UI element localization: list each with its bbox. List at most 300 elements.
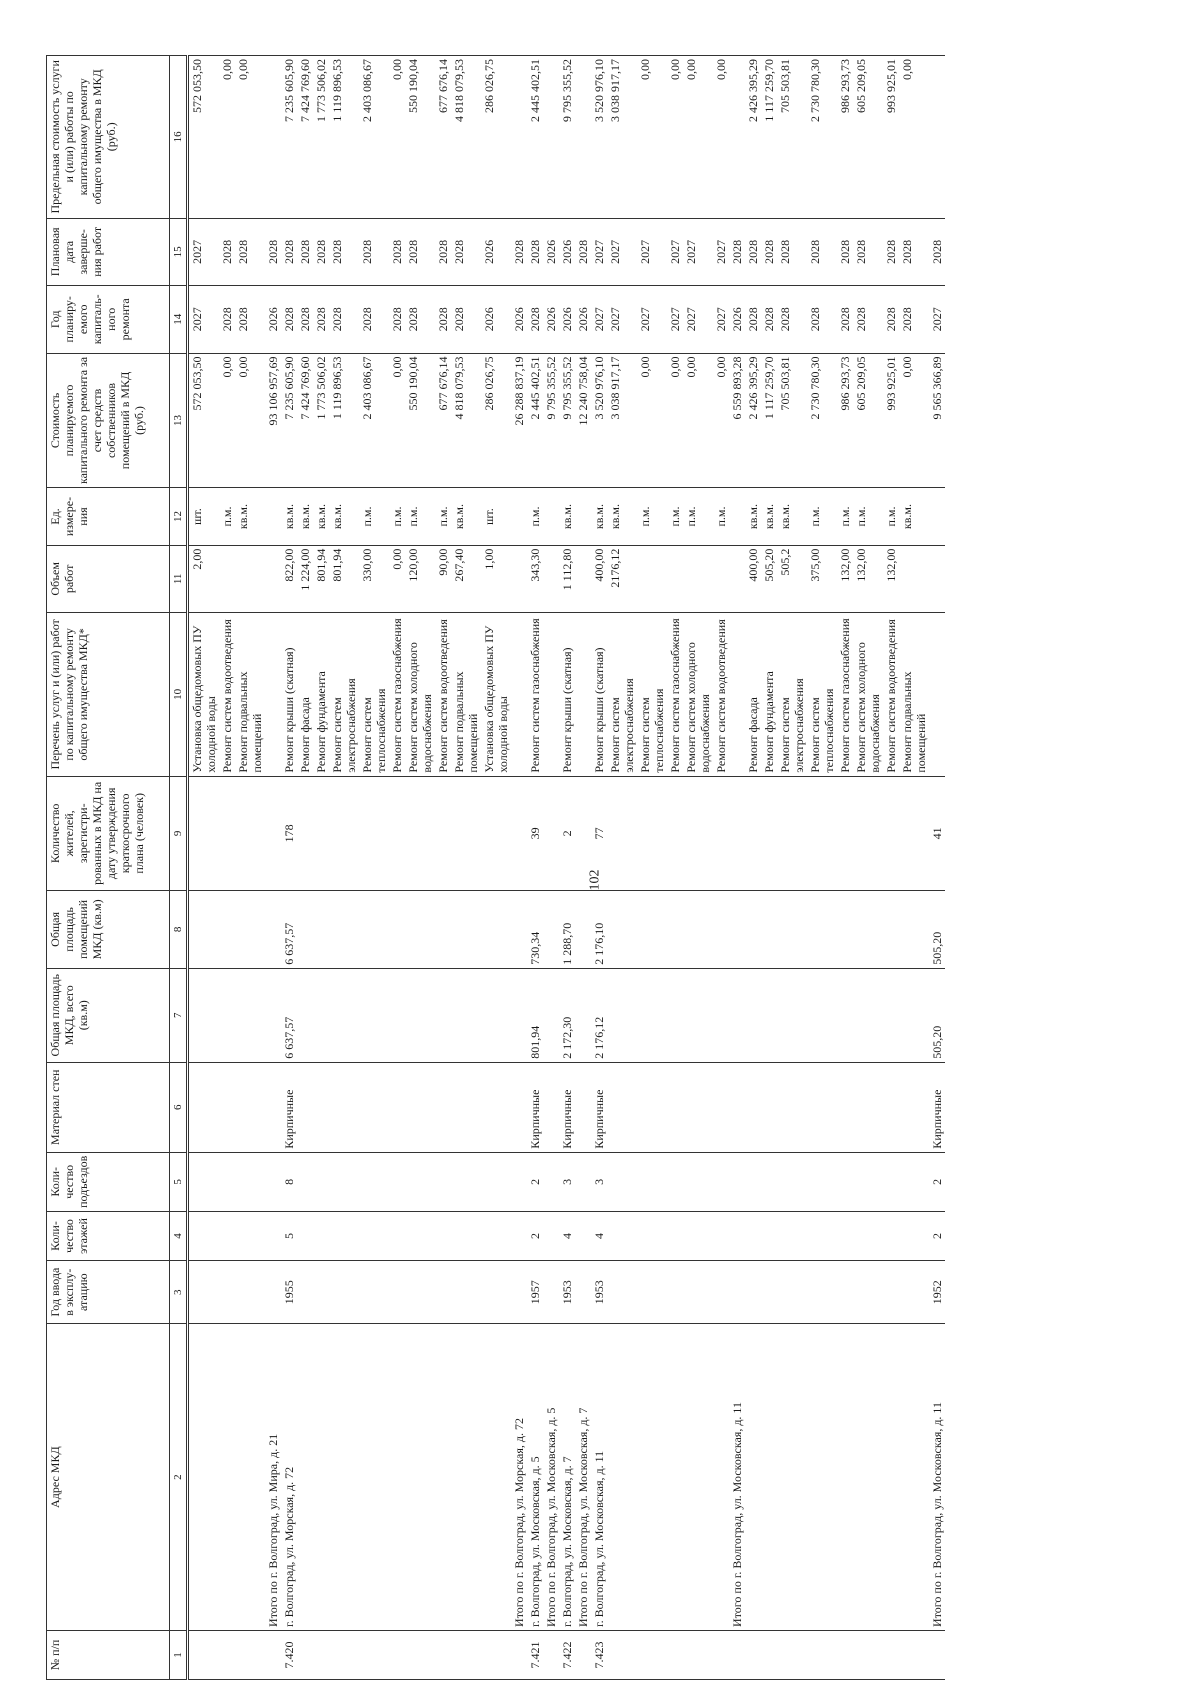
material-cell bbox=[313, 1062, 329, 1152]
residents-cell bbox=[745, 776, 761, 890]
column-number: 3 bbox=[170, 1261, 188, 1324]
cost-cell: 0,00 bbox=[899, 353, 929, 488]
address-cell: г. Волгоград, ул. Московская, д. 11 bbox=[591, 1324, 607, 1631]
material-cell bbox=[405, 1062, 435, 1152]
work-cell bbox=[575, 613, 591, 777]
living-area-cell bbox=[745, 891, 761, 969]
cost-cell: 0,00 bbox=[235, 353, 265, 488]
end-year-cell: 2028 bbox=[451, 218, 481, 285]
area-cell bbox=[219, 968, 235, 1062]
unit-cell: кв.м. bbox=[559, 488, 575, 545]
address-cell bbox=[713, 1324, 729, 1631]
column-header: Коли-чество подъездов bbox=[47, 1152, 170, 1211]
repair-year-cell: 2028 bbox=[837, 286, 853, 353]
limit-cell: 4 818 079,53 bbox=[451, 56, 481, 219]
address-cell bbox=[837, 1324, 853, 1631]
unit-cell: кв.м. bbox=[777, 488, 807, 545]
repair-plan-table bbox=[46, 55, 945, 1680]
num-cell bbox=[713, 1630, 729, 1679]
cost-cell: 3 520 976,10 bbox=[591, 353, 607, 488]
work-cell: Ремонт систем газоснабжения bbox=[389, 613, 405, 777]
num-cell: 7.420 bbox=[281, 1630, 297, 1679]
repair-year-cell: 2028 bbox=[853, 286, 883, 353]
living-area-cell: 6 637,57 bbox=[281, 891, 297, 969]
residents-cell bbox=[807, 776, 837, 890]
cost-cell: 1 773 506,02 bbox=[313, 353, 329, 488]
address-cell bbox=[883, 1324, 899, 1631]
entrances-cell bbox=[683, 1152, 713, 1211]
limit-cell: 705 503,81 bbox=[777, 56, 807, 219]
num-cell bbox=[667, 1630, 683, 1679]
repair-year-cell: 2028 bbox=[899, 286, 929, 353]
repair-year-cell: 2026 bbox=[729, 286, 745, 353]
address-cell bbox=[235, 1324, 265, 1631]
material-cell bbox=[883, 1062, 899, 1152]
entrances-cell bbox=[853, 1152, 883, 1211]
floors-cell bbox=[607, 1211, 637, 1260]
work-cell: Ремонт систем электроснабжения bbox=[329, 613, 359, 777]
entrances-cell bbox=[883, 1152, 899, 1211]
repair-year-cell: 2027 bbox=[683, 286, 713, 353]
work-row bbox=[637, 56, 667, 1680]
entrances-cell bbox=[575, 1152, 591, 1211]
end-year-cell: 2028 bbox=[807, 218, 837, 285]
residents-cell bbox=[853, 776, 883, 890]
volume-cell: 822,00 bbox=[281, 545, 297, 612]
house-row bbox=[745, 56, 761, 1680]
entrances-cell: 3 bbox=[559, 1152, 575, 1211]
limit-cell: 2 426 395,29 bbox=[745, 56, 761, 219]
work-cell: Ремонт систем водоотведения bbox=[883, 613, 899, 777]
area-cell bbox=[359, 968, 389, 1062]
entrances-cell bbox=[188, 1152, 220, 1211]
residents-cell bbox=[543, 776, 559, 890]
cost-cell: 2 445 402,51 bbox=[527, 353, 543, 488]
floors-cell bbox=[575, 1211, 591, 1260]
entrances-cell bbox=[607, 1152, 637, 1211]
material-cell bbox=[837, 1062, 853, 1152]
entrances-cell bbox=[837, 1152, 853, 1211]
num-cell bbox=[853, 1630, 883, 1679]
limit-cell: 0,00 bbox=[389, 56, 405, 219]
repair-year-cell: 2027 bbox=[713, 286, 729, 353]
num-cell bbox=[481, 1630, 511, 1679]
cost-cell: 550 190,04 bbox=[405, 353, 435, 488]
area-cell bbox=[297, 968, 313, 1062]
floors-cell bbox=[219, 1211, 235, 1260]
year-built-cell bbox=[359, 1261, 389, 1324]
floors-cell bbox=[235, 1211, 265, 1260]
total-row bbox=[543, 56, 559, 1680]
repair-year-cell: 2027 bbox=[607, 286, 637, 353]
unit-cell: п.м. bbox=[667, 488, 683, 545]
column-header: Год ввода в эксплу-атацию bbox=[47, 1261, 170, 1324]
area-cell bbox=[807, 968, 837, 1062]
year-built-cell bbox=[481, 1261, 511, 1324]
floors-cell bbox=[837, 1211, 853, 1260]
column-number: 1 bbox=[170, 1630, 188, 1679]
column-number: 13 bbox=[170, 353, 188, 488]
column-number: 7 bbox=[170, 968, 188, 1062]
living-area-cell bbox=[729, 891, 745, 969]
unit-cell: п.м. bbox=[435, 488, 451, 545]
living-area-cell: 2 176,10 bbox=[591, 891, 607, 969]
work-cell bbox=[543, 613, 559, 777]
material-cell bbox=[297, 1062, 313, 1152]
repair-year-cell: 2028 bbox=[807, 286, 837, 353]
floors-cell: 4 bbox=[559, 1211, 575, 1260]
living-area-cell bbox=[899, 891, 929, 969]
entrances-cell: 2 bbox=[929, 1152, 945, 1211]
living-area-cell bbox=[297, 891, 313, 969]
cost-cell: 1 119 896,53 bbox=[329, 353, 359, 488]
residents-cell: 41 bbox=[929, 776, 945, 890]
residents-cell bbox=[575, 776, 591, 890]
work-row bbox=[451, 56, 481, 1680]
column-header: № п/п bbox=[47, 1630, 170, 1679]
cost-cell: 0,00 bbox=[637, 353, 667, 488]
column-header: Плановая дата заверше-ния работ bbox=[47, 218, 170, 285]
column-number: 11 bbox=[170, 545, 188, 612]
address-cell: Итого по г. Волгоград, ул. Московская, д. 11 bbox=[729, 1324, 745, 1631]
volume-cell bbox=[637, 545, 667, 612]
year-built-cell bbox=[219, 1261, 235, 1324]
volume-cell bbox=[899, 545, 929, 612]
address-cell bbox=[329, 1324, 359, 1631]
num-cell bbox=[219, 1630, 235, 1679]
year-built-cell bbox=[575, 1261, 591, 1324]
end-year-cell: 2028 bbox=[405, 218, 435, 285]
unit-cell bbox=[511, 488, 527, 545]
material-cell bbox=[899, 1062, 929, 1152]
entrances-cell: 2 bbox=[527, 1152, 543, 1211]
volume-cell bbox=[713, 545, 729, 612]
address-cell bbox=[219, 1324, 235, 1631]
repair-year-cell: 2028 bbox=[883, 286, 899, 353]
living-area-cell bbox=[667, 891, 683, 969]
column-header: Количество жителей, зарегистри-рованных в МКД на дату утверждения краткосрочного плана (человек) bbox=[47, 776, 170, 890]
address-cell bbox=[297, 1324, 313, 1631]
volume-cell bbox=[575, 545, 591, 612]
volume-cell: 343,30 bbox=[527, 545, 543, 612]
limit-cell: 2 445 402,51 bbox=[527, 56, 543, 219]
limit-cell: 1 773 506,02 bbox=[313, 56, 329, 219]
num-cell bbox=[313, 1630, 329, 1679]
num-cell bbox=[777, 1630, 807, 1679]
repair-year-cell: 2028 bbox=[777, 286, 807, 353]
residents-cell bbox=[188, 776, 220, 890]
column-number: 8 bbox=[170, 891, 188, 969]
year-built-cell bbox=[713, 1261, 729, 1324]
volume-cell bbox=[683, 545, 713, 612]
year-built-cell bbox=[329, 1261, 359, 1324]
volume-cell: 2176,12 bbox=[607, 545, 637, 612]
limit-cell: 605 209,05 bbox=[853, 56, 883, 219]
year-built-cell bbox=[761, 1261, 777, 1324]
num-cell bbox=[543, 1630, 559, 1679]
cost-cell: 93 106 957,69 bbox=[265, 353, 281, 488]
unit-cell: шт. bbox=[481, 488, 511, 545]
residents-cell: 39 bbox=[527, 776, 543, 890]
living-area-cell bbox=[777, 891, 807, 969]
limit-cell bbox=[543, 56, 559, 219]
area-cell bbox=[607, 968, 637, 1062]
address-cell bbox=[807, 1324, 837, 1631]
column-header: Ед. измере-ния bbox=[47, 488, 170, 545]
cost-cell: 0,00 bbox=[219, 353, 235, 488]
address-cell bbox=[313, 1324, 329, 1631]
work-row bbox=[359, 56, 389, 1680]
volume-cell: 132,00 bbox=[883, 545, 899, 612]
unit-cell: кв.м. bbox=[281, 488, 297, 545]
address-cell: г. Волгоград, ул. Морская, д. 72 bbox=[281, 1324, 297, 1631]
end-year-cell: 2028 bbox=[313, 218, 329, 285]
address-cell bbox=[405, 1324, 435, 1631]
num-cell bbox=[683, 1630, 713, 1679]
work-cell bbox=[729, 613, 745, 777]
floors-cell: 5 bbox=[281, 1211, 297, 1260]
year-built-cell bbox=[637, 1261, 667, 1324]
floors-cell bbox=[511, 1211, 527, 1260]
material-cell bbox=[219, 1062, 235, 1152]
cost-cell: 9 795 355,52 bbox=[543, 353, 559, 488]
residents-cell: 178 bbox=[281, 776, 297, 890]
limit-cell: 0,00 bbox=[899, 56, 929, 219]
num-cell bbox=[745, 1630, 761, 1679]
year-built-cell bbox=[188, 1261, 220, 1324]
residents-cell bbox=[389, 776, 405, 890]
num-cell bbox=[511, 1630, 527, 1679]
column-number-row bbox=[170, 56, 188, 1680]
floors-cell: 4 bbox=[591, 1211, 607, 1260]
living-area-cell bbox=[853, 891, 883, 969]
address-cell bbox=[761, 1324, 777, 1631]
volume-cell: 400,00 bbox=[591, 545, 607, 612]
end-year-cell: 2027 bbox=[713, 218, 729, 285]
end-year-cell: 2028 bbox=[729, 218, 745, 285]
repair-year-cell: 2027 bbox=[667, 286, 683, 353]
living-area-cell bbox=[713, 891, 729, 969]
work-row bbox=[807, 56, 837, 1680]
address-cell: Итого по г. Волгоград, ул. Московская, д. 11 bbox=[929, 1324, 945, 1631]
volume-cell: 505,20 bbox=[761, 545, 777, 612]
limit-cell bbox=[265, 56, 281, 219]
area-cell: 6 637,57 bbox=[281, 968, 297, 1062]
entrances-cell bbox=[389, 1152, 405, 1211]
repair-year-cell: 2027 bbox=[591, 286, 607, 353]
volume-cell: 330,00 bbox=[359, 545, 389, 612]
area-cell bbox=[481, 968, 511, 1062]
material-cell bbox=[481, 1062, 511, 1152]
year-built-cell bbox=[729, 1261, 745, 1324]
end-year-cell: 2027 bbox=[637, 218, 667, 285]
end-year-cell: 2028 bbox=[899, 218, 929, 285]
material-cell bbox=[575, 1062, 591, 1152]
num-cell bbox=[359, 1630, 389, 1679]
work-cell: Ремонт фасада bbox=[297, 613, 313, 777]
residents-cell bbox=[883, 776, 899, 890]
cost-cell: 26 288 837,19 bbox=[511, 353, 527, 488]
material-cell bbox=[729, 1062, 745, 1152]
work-row bbox=[219, 56, 235, 1680]
area-cell: 2 176,12 bbox=[591, 968, 607, 1062]
column-number: 2 bbox=[170, 1324, 188, 1631]
material-cell bbox=[235, 1062, 265, 1152]
end-year-cell: 2028 bbox=[883, 218, 899, 285]
address-cell bbox=[359, 1324, 389, 1631]
cost-cell: 6 559 893,28 bbox=[729, 353, 745, 488]
end-year-cell: 2028 bbox=[929, 218, 945, 285]
work-cell: Ремонт систем газоснабжения bbox=[667, 613, 683, 777]
unit-cell: п.м. bbox=[405, 488, 435, 545]
floors-cell bbox=[389, 1211, 405, 1260]
num-cell bbox=[389, 1630, 405, 1679]
num-cell: 7.423 bbox=[591, 1630, 607, 1679]
cost-cell: 0,00 bbox=[667, 353, 683, 488]
work-row bbox=[297, 56, 313, 1680]
entrances-cell bbox=[745, 1152, 761, 1211]
volume-cell: 267,40 bbox=[451, 545, 481, 612]
work-cell bbox=[265, 613, 281, 777]
living-area-cell bbox=[481, 891, 511, 969]
floors-cell bbox=[313, 1211, 329, 1260]
address-cell bbox=[607, 1324, 637, 1631]
address-cell: Итого по г. Волгоград, ул. Мира, д. 21 bbox=[265, 1324, 281, 1631]
residents-cell bbox=[667, 776, 683, 890]
floors-cell bbox=[729, 1211, 745, 1260]
cost-cell: 9 565 366,89 bbox=[929, 353, 945, 488]
work-cell: Ремонт систем теплоснабжения bbox=[637, 613, 667, 777]
year-built-cell bbox=[313, 1261, 329, 1324]
entrances-cell bbox=[313, 1152, 329, 1211]
volume-cell: 505,2 bbox=[777, 545, 807, 612]
entrances-cell bbox=[329, 1152, 359, 1211]
living-area-cell bbox=[405, 891, 435, 969]
material-cell bbox=[777, 1062, 807, 1152]
volume-cell: 1 112,80 bbox=[559, 545, 575, 612]
unit-cell: кв.м. bbox=[313, 488, 329, 545]
end-year-cell: 2028 bbox=[389, 218, 405, 285]
unit-cell: п.м. bbox=[837, 488, 853, 545]
total-row bbox=[729, 56, 745, 1680]
area-cell bbox=[745, 968, 761, 1062]
material-cell bbox=[511, 1062, 527, 1152]
cost-cell: 2 403 086,67 bbox=[359, 353, 389, 488]
end-year-cell: 2028 bbox=[435, 218, 451, 285]
unit-cell: п.м. bbox=[807, 488, 837, 545]
repair-year-cell: 2028 bbox=[235, 286, 265, 353]
unit-cell: п.м. bbox=[683, 488, 713, 545]
area-cell bbox=[329, 968, 359, 1062]
unit-cell: п.м. bbox=[853, 488, 883, 545]
work-cell: Ремонт крыши (скатная) bbox=[559, 613, 575, 777]
repair-year-cell: 2028 bbox=[297, 286, 313, 353]
living-area-cell bbox=[511, 891, 527, 969]
entrances-cell bbox=[729, 1152, 745, 1211]
unit-cell: п.м. bbox=[219, 488, 235, 545]
num-cell: 7.421 bbox=[527, 1630, 543, 1679]
living-area-cell bbox=[575, 891, 591, 969]
year-built-cell bbox=[777, 1261, 807, 1324]
work-cell: Ремонт систем теплоснабжения bbox=[807, 613, 837, 777]
residents-cell bbox=[235, 776, 265, 890]
limit-cell bbox=[729, 56, 745, 219]
residents-cell bbox=[219, 776, 235, 890]
num-cell bbox=[188, 1630, 220, 1679]
material-cell bbox=[667, 1062, 683, 1152]
repair-year-cell: 2027 bbox=[637, 286, 667, 353]
unit-cell: кв.м. bbox=[297, 488, 313, 545]
end-year-cell: 2028 bbox=[853, 218, 883, 285]
cost-cell: 286 026,75 bbox=[481, 353, 511, 488]
floors-cell bbox=[435, 1211, 451, 1260]
unit-cell bbox=[265, 488, 281, 545]
repair-year-cell: 2028 bbox=[527, 286, 543, 353]
limit-cell: 3 520 976,10 bbox=[591, 56, 607, 219]
limit-cell: 572 053,50 bbox=[188, 56, 220, 219]
column-number: 4 bbox=[170, 1211, 188, 1260]
volume-cell: 120,00 bbox=[405, 545, 435, 612]
residents-cell bbox=[481, 776, 511, 890]
residents-cell bbox=[329, 776, 359, 890]
cost-cell: 7 235 605,90 bbox=[281, 353, 297, 488]
end-year-cell: 2028 bbox=[527, 218, 543, 285]
unit-cell: п.м. bbox=[637, 488, 667, 545]
work-cell: Ремонт подвальных помещений bbox=[899, 613, 929, 777]
column-number: 9 bbox=[170, 776, 188, 890]
cost-cell: 1 117 259,70 bbox=[761, 353, 777, 488]
living-area-cell bbox=[637, 891, 667, 969]
repair-year-cell: 2026 bbox=[265, 286, 281, 353]
floors-cell bbox=[481, 1211, 511, 1260]
limit-cell: 1 119 896,53 bbox=[329, 56, 359, 219]
entrances-cell bbox=[713, 1152, 729, 1211]
column-header: Перечень услуг и (или) работ по капитальному ремонту общего имущества МКД* bbox=[47, 613, 170, 777]
house-row bbox=[281, 56, 297, 1680]
year-built-cell bbox=[235, 1261, 265, 1324]
repair-year-cell: 2028 bbox=[281, 286, 297, 353]
address-cell bbox=[745, 1324, 761, 1631]
address-cell bbox=[389, 1324, 405, 1631]
floors-cell bbox=[777, 1211, 807, 1260]
work-cell: Ремонт систем электроснабжения bbox=[777, 613, 807, 777]
volume-cell bbox=[729, 545, 745, 612]
column-number: 5 bbox=[170, 1152, 188, 1211]
year-built-cell bbox=[265, 1261, 281, 1324]
floors-cell bbox=[265, 1211, 281, 1260]
entrances-cell bbox=[297, 1152, 313, 1211]
repair-year-cell: 2026 bbox=[511, 286, 527, 353]
entrances-cell bbox=[219, 1152, 235, 1211]
area-cell bbox=[188, 968, 220, 1062]
year-built-cell bbox=[667, 1261, 683, 1324]
living-area-cell bbox=[435, 891, 451, 969]
work-row bbox=[235, 56, 265, 1680]
work-cell: Ремонт систем холодного водоснабжения bbox=[853, 613, 883, 777]
residents-cell bbox=[713, 776, 729, 890]
volume-cell bbox=[511, 545, 527, 612]
entrances-cell bbox=[667, 1152, 683, 1211]
residents-cell bbox=[265, 776, 281, 890]
work-cell bbox=[511, 613, 527, 777]
area-cell bbox=[543, 968, 559, 1062]
end-year-cell: 2028 bbox=[745, 218, 761, 285]
material-cell bbox=[853, 1062, 883, 1152]
unit-cell bbox=[929, 488, 945, 545]
total-row bbox=[575, 56, 591, 1680]
year-built-cell: 1955 bbox=[281, 1261, 297, 1324]
column-header: Адрес МКД bbox=[47, 1324, 170, 1631]
